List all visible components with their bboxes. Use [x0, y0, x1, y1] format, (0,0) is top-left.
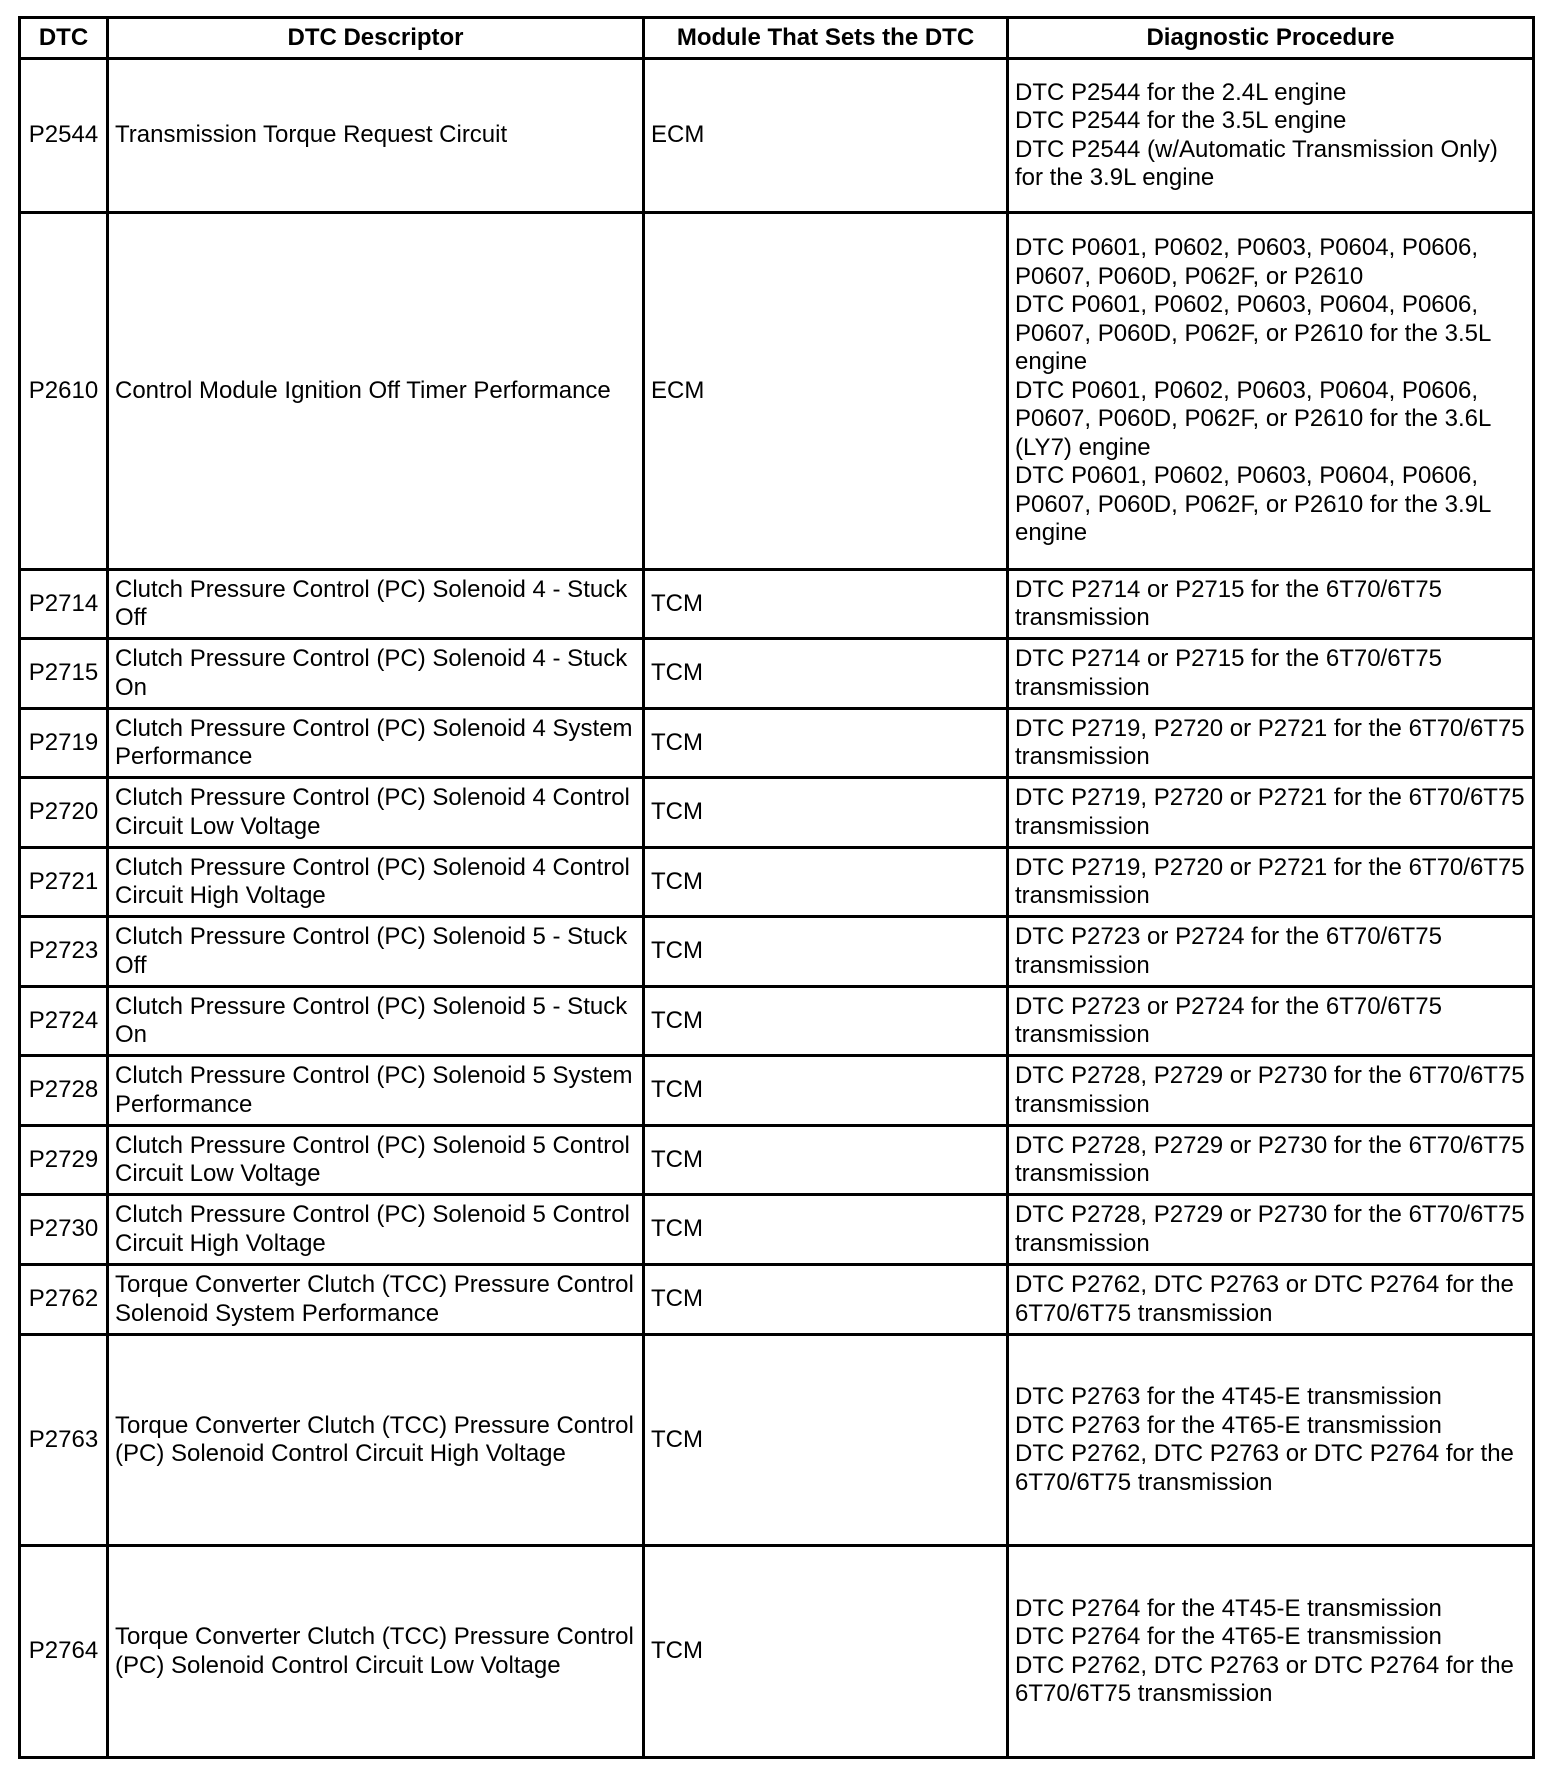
dtc-code: P2730	[20, 1195, 108, 1265]
dtc-code: P2721	[20, 848, 108, 917]
procedure-link[interactable]: DTC P2723 or P2724 for the 6T70/6T75 transmission	[1015, 992, 1442, 1048]
dtc-descriptor: Control Module Ignition Off Timer Performance	[108, 213, 644, 570]
dtc-descriptor: Clutch Pressure Control (PC) Solenoid 4 Control Circuit Low Voltage	[108, 778, 644, 848]
table-row	[20, 917, 1534, 987]
procedure-link[interactable]: DTC P2714 or P2715 for the 6T70/6T75 transmission	[1015, 575, 1442, 631]
procedure-link[interactable]: DTC P2719, P2720 or P2721 for the 6T70/6T75 transmission	[1015, 714, 1525, 770]
setting-module: TCM	[644, 917, 1008, 987]
column-header-descriptor: DTC Descriptor	[108, 18, 644, 59]
column-header-dtc: DTC	[20, 18, 108, 59]
setting-module: TCM	[644, 709, 1008, 778]
procedure-link[interactable]: DTC P2714 or P2715 for the 6T70/6T75 transmission	[1015, 645, 1442, 701]
column-header-module: Module That Sets the DTC	[644, 18, 1008, 59]
setting-module: TCM	[644, 1335, 1008, 1546]
table-row	[20, 987, 1534, 1056]
table-row	[20, 1126, 1534, 1195]
setting-module: TCM	[644, 778, 1008, 848]
table-row	[20, 709, 1534, 778]
diagnostic-procedure	[1008, 639, 1534, 709]
table-body	[20, 59, 1534, 1758]
header-row	[20, 18, 1534, 59]
dtc-code: P2610	[20, 213, 108, 570]
diagnostic-procedure	[1008, 917, 1534, 987]
dtc-descriptor: Clutch Pressure Control (PC) Solenoid 4 - Stuck On	[108, 639, 644, 709]
diagnostic-procedure	[1008, 570, 1534, 639]
procedure-link[interactable]: DTC P2719, P2720 or P2721 for the 6T70/6T75 transmission	[1015, 784, 1525, 840]
table-row	[20, 1195, 1534, 1265]
procedure-link[interactable]: DTC P2728, P2729 or P2730 for the 6T70/6T75 transmission	[1015, 1062, 1525, 1118]
diagnostic-procedure	[1008, 848, 1534, 917]
procedure-link[interactable]: DTC P2544 for the 2.4L engine	[1015, 78, 1347, 106]
dtc-descriptor: Clutch Pressure Control (PC) Solenoid 5 System Performance	[108, 1056, 644, 1126]
dtc-descriptor: Transmission Torque Request Circuit	[108, 59, 644, 213]
dtc-descriptor: Clutch Pressure Control (PC) Solenoid 5 - Stuck On	[108, 987, 644, 1056]
table-row	[20, 570, 1534, 639]
setting-module: TCM	[644, 1056, 1008, 1126]
setting-module: ECM	[644, 213, 1008, 570]
dtc-descriptor: Torque Converter Clutch (TCC) Pressure Control (PC) Solenoid Control Circuit High Voltage	[108, 1335, 644, 1546]
dtc-code: P2762	[20, 1265, 108, 1335]
diagnostic-procedure	[1008, 1126, 1534, 1195]
procedure-link[interactable]: DTC P2762, DTC P2763 or DTC P2764 for the 6T70/6T75 transmission	[1015, 1651, 1514, 1707]
table-row	[20, 639, 1534, 709]
dtc-code: P2719	[20, 709, 108, 778]
column-header-procedure: Diagnostic Procedure	[1008, 18, 1534, 59]
dtc-code: P2720	[20, 778, 108, 848]
diagnostic-procedure	[1008, 1265, 1534, 1335]
procedure-link[interactable]: DTC P2763 for the 4T45-E transmission	[1015, 1383, 1442, 1410]
procedure-link[interactable]: DTC P0601, P0602, P0603, P0604, P0606, P0607, P060D, P062F, or P2610	[1015, 234, 1478, 290]
setting-module: TCM	[644, 639, 1008, 709]
setting-module: TCM	[644, 987, 1008, 1056]
setting-module: TCM	[644, 570, 1008, 639]
table-row	[20, 1056, 1534, 1126]
diagnostic-procedure	[1008, 1195, 1534, 1265]
dtc-descriptor: Clutch Pressure Control (PC) Solenoid 4 System Performance	[108, 709, 644, 778]
procedure-link[interactable]: DTC P2763 for the 4T65-E transmission	[1015, 1411, 1442, 1439]
diagnostic-procedure	[1008, 987, 1534, 1056]
dtc-code: P2728	[20, 1056, 108, 1126]
procedure-link[interactable]: DTC P2728, P2729 or P2730 for the 6T70/6T75 transmission	[1015, 1201, 1525, 1257]
dtc-descriptor: Torque Converter Clutch (TCC) Pressure Control (PC) Solenoid Control Circuit Low Voltage	[108, 1546, 644, 1758]
procedure-link[interactable]: DTC P2544 for the 3.5L engine	[1015, 107, 1347, 134]
dtc-code: P2763	[20, 1335, 108, 1546]
table-row	[20, 213, 1534, 570]
diagnostic-procedure	[1008, 1546, 1534, 1758]
procedure-link[interactable]: DTC P0601, P0602, P0603, P0604, P0606, P0607, P060D, P062F, or P2610 for the 3.6L (LY7) engine	[1015, 376, 1491, 461]
dtc-table	[18, 16, 1535, 1759]
setting-module: TCM	[644, 1126, 1008, 1195]
diagnostic-procedure	[1008, 778, 1534, 848]
dtc-code: P2544	[20, 59, 108, 213]
procedure-link[interactable]: DTC P2764 for the 4T45-E transmission	[1015, 1594, 1442, 1622]
dtc-code: P2724	[20, 987, 108, 1056]
dtc-descriptor: Clutch Pressure Control (PC) Solenoid 5 - Stuck Off	[108, 917, 644, 987]
dtc-descriptor: Torque Converter Clutch (TCC) Pressure Control Solenoid System Performance	[108, 1265, 644, 1335]
procedure-link[interactable]: DTC P2544 (w/Automatic Transmission Only) for the 3.9L engine	[1015, 135, 1498, 191]
diagnostic-procedure	[1008, 1056, 1534, 1126]
setting-module: ECM	[644, 59, 1008, 213]
diagnostic-procedure	[1008, 59, 1534, 213]
diagnostic-procedure	[1008, 213, 1534, 570]
procedure-link[interactable]: DTC P0601, P0602, P0603, P0604, P0606, P0607, P060D, P062F, or P2610 for the 3.9L engine	[1015, 462, 1491, 547]
table-row	[20, 848, 1534, 917]
dtc-code: P2729	[20, 1126, 108, 1195]
procedure-link[interactable]: DTC P2762, DTC P2763 or DTC P2764 for the 6T70/6T75 transmission	[1015, 1440, 1514, 1496]
dtc-descriptor: Clutch Pressure Control (PC) Solenoid 4 - Stuck Off	[108, 570, 644, 639]
dtc-descriptor: Clutch Pressure Control (PC) Solenoid 5 Control Circuit High Voltage	[108, 1195, 644, 1265]
procedure-link[interactable]: DTC P2728, P2729 or P2730 for the 6T70/6T75 transmission	[1015, 1131, 1525, 1187]
table-row	[20, 1265, 1534, 1335]
diagnostic-procedure	[1008, 1335, 1534, 1546]
setting-module: TCM	[644, 1195, 1008, 1265]
table-row	[20, 1546, 1534, 1758]
setting-module: TCM	[644, 1265, 1008, 1335]
dtc-descriptor: Clutch Pressure Control (PC) Solenoid 5 Control Circuit Low Voltage	[108, 1126, 644, 1195]
dtc-code: P2715	[20, 639, 108, 709]
table-row	[20, 778, 1534, 848]
procedure-link[interactable]: DTC P2764 for the 4T65-E transmission	[1015, 1623, 1442, 1650]
dtc-descriptor: Clutch Pressure Control (PC) Solenoid 4 Control Circuit High Voltage	[108, 848, 644, 917]
dtc-code: P2714	[20, 570, 108, 639]
procedure-link[interactable]: DTC P2719, P2720 or P2721 for the 6T70/6T75 transmission	[1015, 853, 1525, 909]
procedure-link[interactable]: DTC P2762, DTC P2763 or DTC P2764 for the 6T70/6T75 transmission	[1015, 1271, 1514, 1327]
table-row	[20, 59, 1534, 213]
setting-module: TCM	[644, 848, 1008, 917]
dtc-code: P2764	[20, 1546, 108, 1758]
setting-module: TCM	[644, 1546, 1008, 1758]
dtc-code: P2723	[20, 917, 108, 987]
table-header	[20, 18, 1534, 59]
procedure-link[interactable]: DTC P0601, P0602, P0603, P0604, P0606, P0607, P060D, P062F, or P2610 for the 3.5L engine	[1015, 291, 1491, 376]
procedure-link[interactable]: DTC P2723 or P2724 for the 6T70/6T75 transmission	[1015, 923, 1442, 979]
diagnostic-procedure	[1008, 709, 1534, 778]
table-row	[20, 1335, 1534, 1546]
